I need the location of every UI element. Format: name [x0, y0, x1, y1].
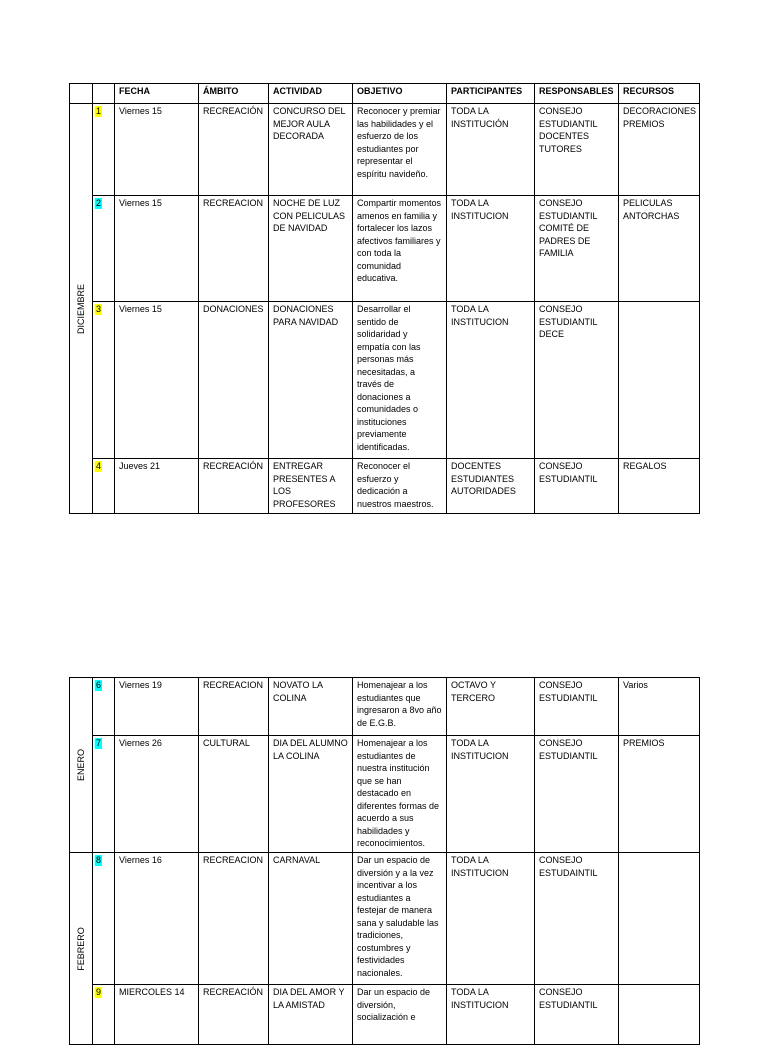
row-number [93, 302, 115, 459]
fecha-cell: Viernes 19 [115, 678, 199, 736]
objetivo-cell: Dar un espacio de diversión y a la vez incentivar a los estudiantes a festejar de manera sana y saludable las tradiciones, costumbres y festividades nacionales. [353, 853, 447, 985]
month-cell [70, 678, 93, 853]
ambito-cell: RECREACIÓN [199, 104, 269, 196]
objetivo-cell: Compartir momentos amenos en familia y fortalecer los lazos afectivos familiares y con toda la comunidad educativa. [353, 196, 447, 302]
actividad-cell: CONCURSO DEL MEJOR AULA DECORADA [269, 104, 353, 196]
objetivo-cell: Desarrollar el sentido de solidaridad y empatía con las personas más necesitadas, a través de donaciones a comunidades o instituciones previamente identificadas. [353, 302, 447, 459]
table-row [70, 196, 700, 302]
table-row [70, 302, 700, 459]
actividad-cell: DONACIONES PARA NAVIDAD [269, 302, 353, 459]
header-empty [93, 84, 115, 104]
responsables-cell: CONSEJO ESTUDIANTIL [535, 459, 619, 514]
row-number [93, 459, 115, 514]
actividad-cell: NOVATO LA COLINA [269, 678, 353, 736]
fecha-cell: Viernes 15 [115, 104, 199, 196]
ambito-cell: CULTURAL [199, 736, 269, 853]
objetivo-cell: Homenajear a los estudiantes de nuestra institución que se han destacado en diferentes formas de acuerdo a sus habilidades y reconocimientos. [353, 736, 447, 853]
participantes-cell: TODA LA INSTITUCION [447, 853, 535, 985]
table-header-row [70, 84, 700, 104]
row-number-highlight: 9 [96, 987, 102, 997]
recursos-cell [619, 302, 700, 459]
month-label: FEBRERO [75, 926, 86, 971]
fecha-cell: Jueves 21 [115, 459, 199, 514]
objetivo-cell: Reconocer y premiar las habilidades y el esfuerzo de los estudiantes por representar el espíritu navideño. [353, 104, 447, 196]
responsables-cell: CONSEJO ESTUDIANTIL [535, 985, 619, 1045]
participantes-cell: TODA LA INSTITUCION [447, 736, 535, 853]
recursos-cell: Varios [619, 678, 700, 736]
responsables-cell: CONSEJO ESTUDIANTIL DECE [535, 302, 619, 459]
ambito-cell: DONACIONES [199, 302, 269, 459]
table-row [70, 985, 700, 1045]
row-number-highlight: 4 [96, 461, 102, 471]
ambito-cell: RECREACIÓN [199, 985, 269, 1045]
row-number-highlight: 7 [96, 738, 102, 748]
row-number [93, 736, 115, 853]
row-number [93, 853, 115, 985]
row-number-highlight: 1 [96, 106, 102, 116]
month-label: ENERO [75, 748, 86, 782]
responsables-cell: CONSEJO ESTUDIANTIL DOCENTES TUTORES [535, 104, 619, 196]
ambito-cell: RECREACION [199, 853, 269, 985]
table-row [70, 678, 700, 736]
fecha-cell: Viernes 15 [115, 196, 199, 302]
fecha-cell: MIERCOLES 14 [115, 985, 199, 1045]
actividad-cell: NOCHE DE LUZ CON PELICULAS DE NAVIDAD [269, 196, 353, 302]
header-responsables: RESPONSABLES [535, 84, 619, 104]
fecha-cell: Viernes 16 [115, 853, 199, 985]
participantes-cell: TODA LA INSTITUCIÓN [447, 104, 535, 196]
recursos-cell: PREMIOS [619, 736, 700, 853]
recursos-cell: REGALOS [619, 459, 700, 514]
recursos-cell: DECORACIONES PREMIOS [619, 104, 700, 196]
participantes-cell: TODA LA INSTITUCION [447, 985, 535, 1045]
row-number [93, 196, 115, 302]
objetivo-cell: Dar un espacio de diversión, socialización e [353, 985, 447, 1045]
fecha-cell: Viernes 15 [115, 302, 199, 459]
table-row [70, 459, 700, 514]
objetivo-cell: Homenajear a los estudiantes que ingresaron a 8vo año de E.G.B. [353, 678, 447, 736]
row-number-highlight: 6 [96, 680, 102, 690]
objetivo-cell: Reconocer el esfuerzo y dedicación a nuestros maestros. [353, 459, 447, 514]
month-cell [70, 853, 93, 1045]
header-ambito: ÁMBITO [199, 84, 269, 104]
month-label: DICIEMBRE [75, 283, 86, 334]
responsables-cell: CONSEJO ESTUDIANTIL [535, 678, 619, 736]
responsables-cell: CONSEJO ESTUDIANTIL COMITÉ DE PADRES DE FAMILIA [535, 196, 619, 302]
participantes-cell: TODA LA INSTITUCION [447, 196, 535, 302]
row-number [93, 678, 115, 736]
table-row [70, 853, 700, 985]
header-recursos: RECURSOS [619, 84, 700, 104]
recursos-cell [619, 853, 700, 985]
actividad-cell: CARNAVAL [269, 853, 353, 985]
participantes-cell: TODA LA INSTITUCION [447, 302, 535, 459]
recursos-cell [619, 985, 700, 1045]
row-number [93, 985, 115, 1045]
row-number-highlight: 3 [96, 304, 102, 314]
ambito-cell: RECREACION [199, 196, 269, 302]
actividad-cell: DIA DEL ALUMNO LA COLINA [269, 736, 353, 853]
month-cell [70, 104, 93, 514]
row-number-highlight: 8 [96, 855, 102, 865]
recursos-cell: PELICULAS ANTORCHAS [619, 196, 700, 302]
participantes-cell: OCTAVO Y TERCERO [447, 678, 535, 736]
activities-table-january-february [69, 677, 700, 1045]
activities-table-december [69, 83, 700, 514]
fecha-cell: Viernes 26 [115, 736, 199, 853]
row-number [93, 104, 115, 196]
responsables-cell: CONSEJO ESTUDIANTIL [535, 736, 619, 853]
header-empty [70, 84, 93, 104]
ambito-cell: RECREACIÓN [199, 459, 269, 514]
actividad-cell: ENTREGAR PRESENTES A LOS PROFESORES [269, 459, 353, 514]
actividad-cell: DIA DEL AMOR Y LA AMISTAD [269, 985, 353, 1045]
ambito-cell: RECREACION [199, 678, 269, 736]
header-actividad: ACTIVIDAD [269, 84, 353, 104]
header-objetivo: OBJETIVO [353, 84, 447, 104]
table-row [70, 104, 700, 196]
header-fecha: FECHA [115, 84, 199, 104]
table-row [70, 736, 700, 853]
responsables-cell: CONSEJO ESTUDAINTIL [535, 853, 619, 985]
participantes-cell: DOCENTES ESTUDIANTES AUTORIDADES [447, 459, 535, 514]
header-participantes: PARTICIPANTES [447, 84, 535, 104]
row-number-highlight: 2 [96, 198, 102, 208]
